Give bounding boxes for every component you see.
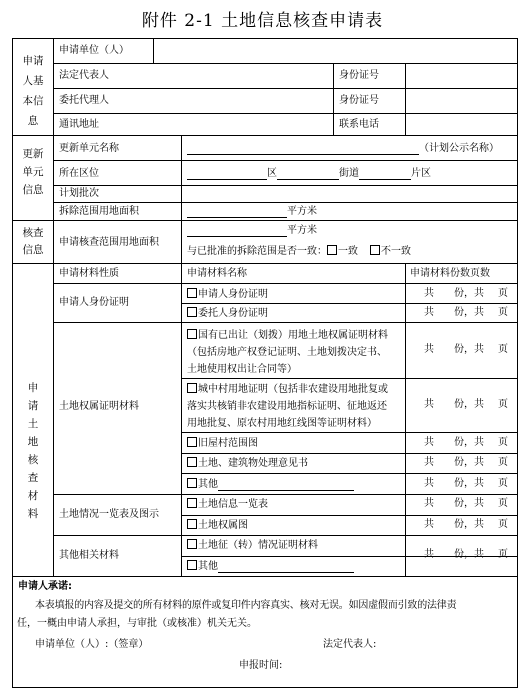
- divider: [181, 473, 517, 474]
- divider: [13, 576, 517, 577]
- other-ownership-checkbox[interactable]: [187, 478, 197, 488]
- info-table-checkbox[interactable]: [187, 498, 197, 508]
- count-word: 页: [498, 498, 508, 509]
- count-word: 共: [424, 437, 434, 448]
- address-field[interactable]: [158, 116, 328, 134]
- count-word: 份，共: [454, 307, 484, 318]
- acquisition-checkbox[interactable]: [187, 539, 197, 549]
- group-identity-proof: 申请人身份证明: [59, 297, 129, 308]
- other-related-checkbox[interactable]: [187, 560, 197, 570]
- agent-id-checkbox[interactable]: [187, 307, 197, 317]
- agent-id-field[interactable]: [409, 91, 514, 109]
- item-label: 土地信息一览表: [198, 499, 268, 510]
- submission-date-label: 申报时间:: [239, 660, 283, 671]
- phone-field[interactable]: [409, 116, 514, 134]
- item-line: 土地使用权出让合同等）: [187, 364, 297, 375]
- village-checkbox[interactable]: [187, 383, 197, 393]
- agent-id-label: 身份证号: [339, 95, 379, 106]
- count-word: 份，共: [454, 437, 484, 448]
- group-overview: 土地情况一览表及图示: [59, 509, 159, 520]
- section-verify-info: [15, 225, 51, 259]
- applicant-unit-field[interactable]: [158, 42, 514, 60]
- consistency-question: 与已批准的拆除范围是否一致：: [187, 246, 327, 257]
- legal-rep-id-field[interactable]: [409, 66, 514, 84]
- verify-area-row: [187, 225, 317, 237]
- divider: [13, 263, 517, 264]
- item-label: 旧屋村范围图: [198, 438, 258, 449]
- item-other-ownership: [187, 478, 354, 491]
- count-word: 份，共: [454, 457, 484, 468]
- inconsistent-option: 不一致: [381, 246, 411, 257]
- count-word: 页: [498, 307, 508, 318]
- street-text: 街道: [339, 168, 359, 179]
- count-word: 份，共: [454, 288, 484, 299]
- divider: [333, 63, 334, 135]
- applicant-unit-label: 申请单位（人）: [59, 45, 129, 56]
- divider: [181, 432, 517, 433]
- other-related-blank[interactable]: [218, 562, 354, 573]
- divider: [53, 535, 517, 536]
- agent-field[interactable]: [158, 91, 328, 109]
- divider: [181, 135, 182, 576]
- legal-rep-field[interactable]: [158, 66, 328, 84]
- header-material-name: 申请材料名称: [187, 268, 247, 279]
- item-line: [187, 327, 388, 344]
- divider: [13, 135, 517, 136]
- inconsistent-checkbox[interactable]: [370, 245, 380, 255]
- divider: [13, 220, 517, 221]
- plan-batch-field[interactable]: [187, 187, 512, 201]
- count-word: 共: [424, 478, 434, 489]
- item-label: 申请人身份证明: [198, 289, 268, 300]
- group-ownership-proof: 土地权属证明材料: [59, 401, 139, 412]
- item-label: 城中村用地证明（包括非农建设用地批复或: [198, 384, 388, 395]
- header-material-count: 申请材料份数页数: [410, 268, 490, 279]
- item-agent-id: [187, 307, 268, 320]
- count-word: 页: [498, 478, 508, 489]
- commitment-title: 申请人承诺:: [18, 581, 72, 592]
- area-blank[interactable]: [359, 169, 411, 180]
- demolition-area-blank[interactable]: [187, 207, 287, 218]
- count-word: 页: [498, 344, 508, 355]
- count-word: 份，共: [454, 498, 484, 509]
- agent-label: 委托代理人: [59, 95, 109, 106]
- count-word: 份，共: [454, 344, 484, 355]
- item-label: 土地、建筑物处理意见书: [198, 458, 308, 469]
- item-info-table: [187, 498, 268, 511]
- count-word: 共: [424, 549, 434, 560]
- count-word: 页: [498, 437, 508, 448]
- application-form: [12, 38, 518, 688]
- item-old-village: [187, 437, 258, 450]
- count-word: 份，共: [454, 519, 484, 530]
- item-applicant-id: [187, 288, 268, 301]
- district-text: 区: [267, 168, 277, 179]
- consistent-option: 一致: [338, 246, 358, 257]
- count-word: 页: [498, 457, 508, 468]
- location-label: 所在区位: [59, 168, 99, 179]
- count-word: 份，共: [454, 478, 484, 489]
- page-title: 附件 2-1 土地信息核查申请表: [141, 11, 384, 31]
- plan-name-note: （计划公示名称）: [419, 143, 499, 154]
- phone-label: 联系电话: [339, 119, 379, 130]
- legal-rep-label: 法定代表人: [59, 70, 109, 81]
- demolition-area-label: 拆除范围用地面积: [59, 206, 139, 217]
- item-line: （包括房地产权登记证明、土地划拨决定书、: [187, 347, 387, 358]
- item-ownership-map: [187, 519, 248, 532]
- count-word: 共: [424, 344, 434, 355]
- demolition-area-row: [187, 206, 317, 218]
- count-word: 共: [424, 307, 434, 318]
- consistency-row: [187, 245, 411, 258]
- divider: [53, 494, 517, 495]
- old-village-checkbox[interactable]: [187, 437, 197, 447]
- update-name-label: 更新单元名称: [59, 143, 119, 154]
- item-line: [187, 381, 388, 398]
- count-word: 页: [498, 288, 508, 299]
- district-blank[interactable]: [187, 169, 267, 180]
- divider: [53, 202, 517, 203]
- divider: [53, 88, 517, 89]
- other-ownership-blank[interactable]: [218, 480, 354, 491]
- commitment-line-2: 任，一概由申请人承担，与审批（或核准）机关无关。: [17, 618, 257, 629]
- item-label: 委托人身份证明: [198, 308, 268, 319]
- consistent-checkbox[interactable]: [327, 245, 337, 255]
- legal-rep-signature-label: 法定代表人:: [323, 639, 377, 650]
- count-word: 页: [498, 519, 508, 530]
- count-word: 共: [424, 288, 434, 299]
- section-applicant-info: [15, 51, 51, 131]
- section-label: 核查信息: [22, 227, 44, 256]
- divider: [181, 378, 517, 379]
- divider: [405, 263, 406, 576]
- count-word: 共: [424, 519, 434, 530]
- area-text: 片区: [411, 168, 431, 179]
- item-label: 土地权属图: [198, 520, 248, 531]
- count-word: 页: [498, 549, 508, 560]
- divider: [53, 283, 517, 284]
- ownership-map-checkbox[interactable]: [187, 519, 197, 529]
- count-word: 共: [424, 399, 434, 410]
- section-materials: [15, 379, 51, 523]
- header-material-type: 申请材料性质: [59, 268, 119, 279]
- commitment-line-1: 本表填报的内容及提交的所有材料的原件或复印件内容真实、核对无误。如因虚假而引致的法律责: [35, 600, 457, 611]
- divider: [181, 453, 517, 454]
- item-line: 用地批复、原农村用地红线图等证明材料）: [187, 418, 377, 429]
- update-name-blank[interactable]: [187, 144, 419, 155]
- count-word: 共: [424, 457, 434, 468]
- item-label: 国有已出让（划拨）用地土地权属证明材料: [198, 330, 388, 341]
- state-owned-checkbox[interactable]: [187, 329, 197, 339]
- item-label: 土地征（转）情况证明材料: [198, 540, 318, 551]
- item-acquisition: [187, 539, 318, 552]
- sqm-text: 平方米: [287, 225, 317, 236]
- unit-signature-label: 申请单位（人）:（签章）: [35, 639, 149, 650]
- divider: [53, 39, 54, 576]
- count-word: 份，共: [454, 399, 484, 410]
- section-label: 更新单元信息: [22, 148, 44, 196]
- update-name-row: [187, 143, 499, 155]
- group-other: 其他相关材料: [59, 550, 119, 561]
- plan-batch-label: 计划批次: [59, 188, 99, 199]
- section-label: 申请土地核查材料: [27, 382, 39, 520]
- item-village: [187, 381, 388, 432]
- legal-rep-id-label: 身份证号: [339, 70, 379, 81]
- count-word: 份，共: [454, 549, 484, 560]
- sqm-text: 平方米: [287, 206, 317, 217]
- count-word: 共: [424, 498, 434, 509]
- item-other-related: [187, 560, 354, 573]
- section-label: 申请人基本信息: [22, 55, 44, 127]
- divider: [53, 185, 517, 186]
- divider: [53, 63, 517, 64]
- section-update-info: [15, 145, 51, 199]
- divider: [181, 303, 517, 304]
- divider: [405, 63, 406, 135]
- verify-area-label: 申请核查范围用地面积: [59, 237, 159, 248]
- divider: [53, 160, 517, 161]
- item-buildings: [187, 457, 308, 470]
- item-label: 其他: [198, 561, 218, 572]
- divider: [53, 322, 517, 323]
- street-blank[interactable]: [277, 169, 339, 180]
- location-row: [187, 168, 431, 180]
- divider: [53, 113, 517, 114]
- item-state-owned: [187, 327, 388, 378]
- item-line: 落实共核销非农建设用地指标证明、征地返还: [187, 401, 387, 412]
- buildings-checkbox[interactable]: [187, 457, 197, 467]
- item-label: 其他: [198, 479, 218, 490]
- divider: [153, 39, 154, 63]
- verify-area-blank[interactable]: [187, 226, 287, 237]
- divider: [181, 515, 517, 516]
- address-label: 通讯地址: [59, 119, 99, 130]
- applicant-id-checkbox[interactable]: [187, 288, 197, 298]
- count-word: 页: [498, 399, 508, 410]
